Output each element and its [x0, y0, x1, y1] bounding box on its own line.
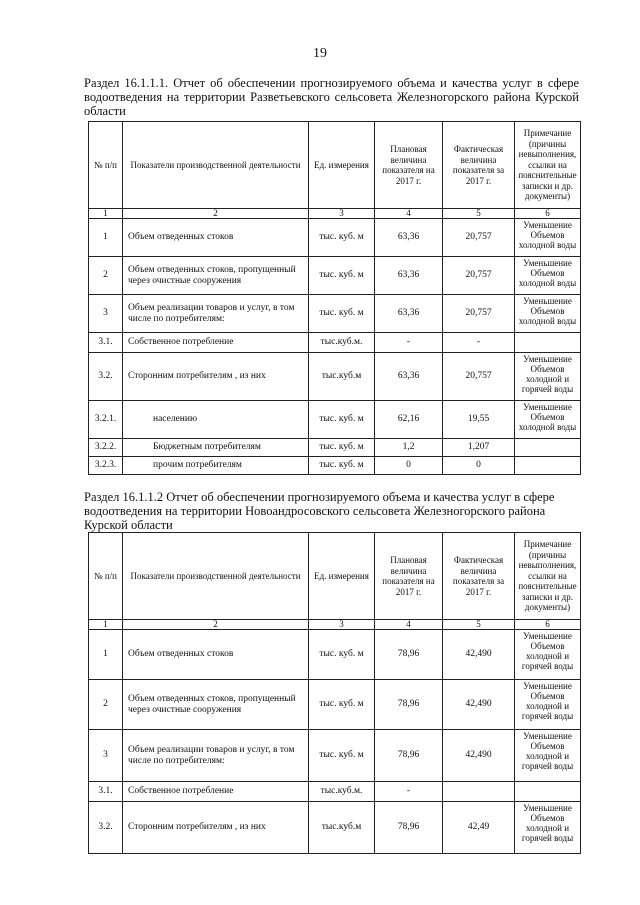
column-number-row: [89, 620, 581, 630]
row-indicator: Объем отведенных стоков, пропущенный через очистные сооружения: [123, 257, 309, 295]
row-plan: 63,36: [375, 353, 443, 401]
col-number: 2: [123, 620, 309, 630]
col-header-plan: Плановая величина показателя на 2017 г.: [375, 533, 443, 620]
col-number: 1: [89, 209, 123, 219]
table-row: [89, 680, 581, 730]
row-plan: 78,96: [375, 630, 443, 680]
col-number: 4: [375, 209, 443, 219]
col-number: 6: [515, 209, 581, 219]
table-row: [89, 630, 581, 680]
row-note: Уменьшение Объемов холодной и горячей воды: [515, 730, 581, 782]
row-number: 1: [89, 630, 123, 680]
row-plan: 63,36: [375, 295, 443, 333]
col-number: 6: [515, 620, 581, 630]
table-row: [89, 219, 581, 257]
row-number: 1: [89, 219, 123, 257]
row-fact: 42,490: [443, 630, 515, 680]
row-plan: -: [375, 333, 443, 353]
row-indicator: Объем отведенных стоков: [123, 630, 309, 680]
section-1-title: Раздел 16.1.1.1. Отчет об обеспечении прогнозируемого объема и качества услуг в сфере водоотведения на территории Разветьевского сельсовета Железногорского района Курской области: [84, 76, 579, 118]
row-unit: тыс. куб. м: [309, 439, 375, 457]
col-header-fact: Фактическая величина показателя за 2017 г.: [443, 122, 515, 209]
col-header-note: Примечание (причины невыполнения, ссылки на пояснительные записки и др. документы): [515, 122, 581, 209]
row-note: [515, 333, 581, 353]
row-note: Уменьшение Объемов холодной воды: [515, 257, 581, 295]
row-number: 3.2.2.: [89, 439, 123, 457]
row-note: Уменьшение Объемов холодной воды: [515, 401, 581, 439]
row-indicator: Сторонним потребителям , из них: [123, 802, 309, 854]
row-note: [515, 782, 581, 802]
row-note: Уменьшение Объемов холодной и горячей воды: [515, 680, 581, 730]
row-plan: 78,96: [375, 680, 443, 730]
row-fact: 0: [443, 457, 515, 475]
row-fact: 42,49: [443, 802, 515, 854]
col-number: 3: [309, 620, 375, 630]
row-indicator: Собственное потребление: [123, 333, 309, 353]
row-plan: 78,96: [375, 730, 443, 782]
col-header-note: Примечание (причины невыполнения, ссылки на пояснительные записки и др. документы): [515, 533, 581, 620]
column-number-row: [89, 209, 581, 219]
row-indicator: Бюджетным потребителям: [123, 439, 309, 457]
table-row: [89, 782, 581, 802]
row-fact: 20,757: [443, 353, 515, 401]
table-row: [89, 457, 581, 475]
col-number: 4: [375, 620, 443, 630]
row-unit: тыс. куб. м: [309, 630, 375, 680]
row-unit: тыс. куб. м: [309, 295, 375, 333]
row-number: 3.2.3.: [89, 457, 123, 475]
row-plan: 63,36: [375, 257, 443, 295]
row-number: 3.2.: [89, 353, 123, 401]
col-header-plan: Плановая величина показателя на 2017 г.: [375, 122, 443, 209]
table-header-row: [89, 533, 581, 620]
table-row: [89, 257, 581, 295]
table-row: [89, 730, 581, 782]
row-note: [515, 439, 581, 457]
row-unit: тыс.куб.м: [309, 353, 375, 401]
row-indicator: прочим потребителям: [123, 457, 309, 475]
row-indicator: Объем реализации товаров и услуг, в том числе по потребителям:: [123, 295, 309, 333]
row-fact: 19,55: [443, 401, 515, 439]
table-row: [89, 401, 581, 439]
row-number: 3.2.: [89, 802, 123, 854]
col-number: 3: [309, 209, 375, 219]
col-header-number: № п/п: [89, 122, 123, 209]
row-note: Уменьшение Объемов холодной воды: [515, 295, 581, 333]
row-indicator: Сторонним потребителям , из них: [123, 353, 309, 401]
row-indicator: населению: [123, 401, 309, 439]
row-unit: тыс. куб. м: [309, 219, 375, 257]
page-number: 19: [313, 46, 327, 61]
table-row: [89, 353, 581, 401]
row-plan: 1,2: [375, 439, 443, 457]
row-number: 3.2.1.: [89, 401, 123, 439]
table-row: [89, 802, 581, 854]
row-note: Уменьшение Объемов холодной и горячей воды: [515, 630, 581, 680]
row-indicator: Объем отведенных стоков: [123, 219, 309, 257]
col-header-number: № п/п: [89, 533, 123, 620]
row-plan: -: [375, 782, 443, 802]
row-unit: тыс. куб. м: [309, 680, 375, 730]
row-unit: тыс. куб. м: [309, 457, 375, 475]
col-number: 5: [443, 620, 515, 630]
row-note: [515, 457, 581, 475]
row-unit: тыс.куб.м: [309, 802, 375, 854]
col-header-fact: Фактическая величина показателя за 2017 г.: [443, 533, 515, 620]
col-header-unit: Ед. измерения: [309, 122, 375, 209]
row-plan: 62,16: [375, 401, 443, 439]
row-unit: тыс. куб. м: [309, 730, 375, 782]
col-number: 2: [123, 209, 309, 219]
col-number: 1: [89, 620, 123, 630]
row-indicator: Собственное потребление: [123, 782, 309, 802]
col-number: 5: [443, 209, 515, 219]
row-number: 2: [89, 680, 123, 730]
row-number: 3: [89, 295, 123, 333]
row-note: Уменьшение Объемов холодной и горячей воды: [515, 353, 581, 401]
row-fact: 42,490: [443, 730, 515, 782]
row-number: 3.1.: [89, 782, 123, 802]
col-header-unit: Ед. измерения: [309, 533, 375, 620]
row-unit: тыс. куб. м: [309, 257, 375, 295]
row-unit: тыс. куб. м: [309, 401, 375, 439]
row-plan: 78,96: [375, 802, 443, 854]
row-unit: тыс.куб.м.: [309, 333, 375, 353]
row-fact: [443, 782, 515, 802]
row-fact: 20,757: [443, 257, 515, 295]
row-indicator: Объем реализации товаров и услуг, в том числе по потребителям:: [123, 730, 309, 782]
row-plan: 63,36: [375, 219, 443, 257]
row-number: 3: [89, 730, 123, 782]
row-fact: -: [443, 333, 515, 353]
row-number: 2: [89, 257, 123, 295]
col-header-indicator: Показатели производственной деятельности: [123, 533, 309, 620]
row-plan: 0: [375, 457, 443, 475]
col-header-indicator: Показатели производственной деятельности: [123, 122, 309, 209]
row-fact: 42,490: [443, 680, 515, 730]
row-fact: 20,757: [443, 295, 515, 333]
table-row: [89, 333, 581, 353]
row-fact: 20,757: [443, 219, 515, 257]
section-2-title: Раздел 16.1.1.2 Отчет об обеспечении прогнозируемого объема и качества услуг в сфере водоотведения на территории Новоандросовского сельсовета Железногорского района Курской области: [84, 490, 555, 532]
table-row: [89, 295, 581, 333]
section-1-table: [88, 121, 581, 475]
table-row: [89, 439, 581, 457]
section-2-table: [88, 532, 581, 854]
row-indicator: Объем отведенных стоков, пропущенный через очистные сооружения: [123, 680, 309, 730]
table-header-row: [89, 122, 581, 209]
row-note: Уменьшение Объемов холодной и горячей воды: [515, 802, 581, 854]
row-fact: 1,207: [443, 439, 515, 457]
row-number: 3.1.: [89, 333, 123, 353]
row-unit: тыс.куб.м.: [309, 782, 375, 802]
row-note: Уменьшение Объемов холодной воды: [515, 219, 581, 257]
